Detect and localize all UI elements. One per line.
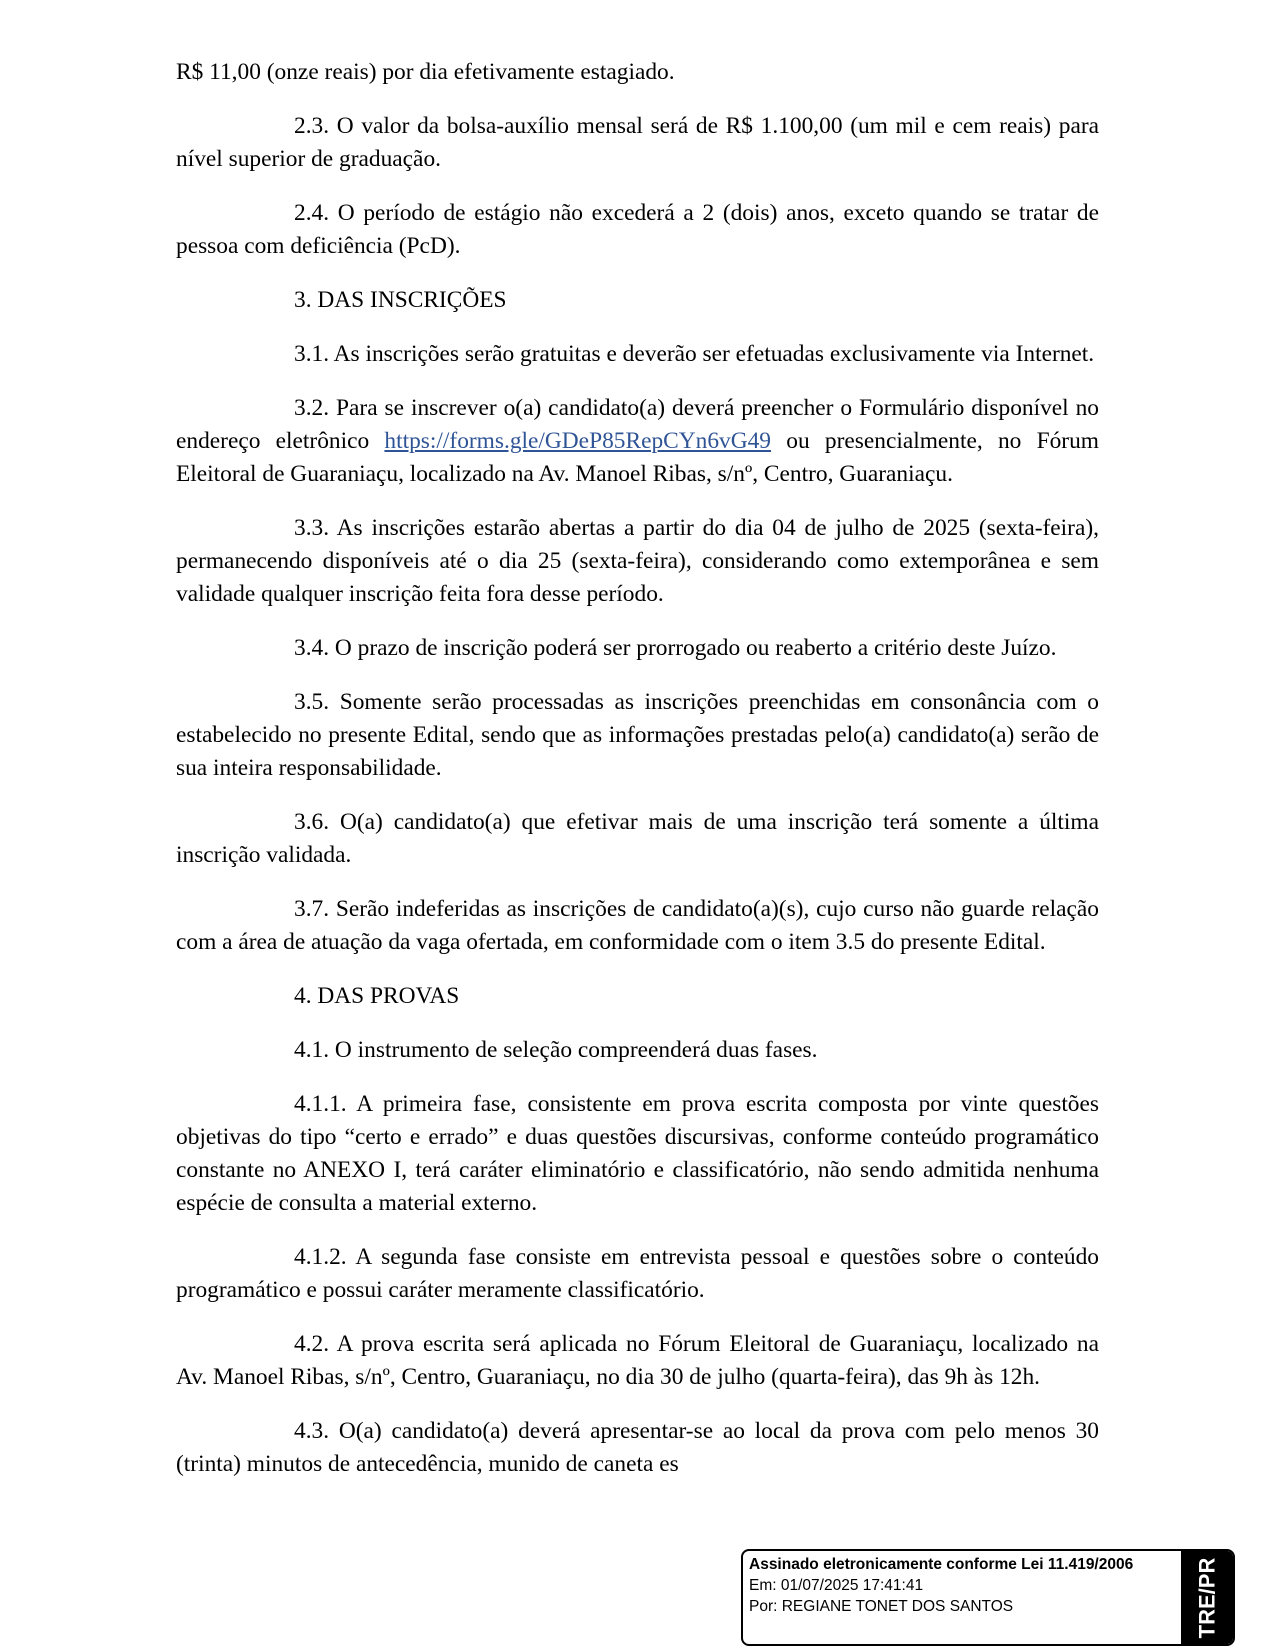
paragraph-3-2-text-after: ou presencialmente, no Fórum Eleitoral de Guaraniaçu, localizado na Av. Manoel Ribas, s/nº, Centro, Guaraniaçu.	[176, 428, 1099, 487]
paragraph-4-3: 4.3. O(a) candidato(a) deverá apresentar-se ao local da prova com pelo menos 30 (trinta) minutos de antecedência, munido de caneta es	[176, 1418, 1099, 1477]
paragraph-4-1-2: 4.1.2. A segunda fase consiste em entrevista pessoal e questões sobre o conteúdo programático e possui caráter meramente classificatório.	[176, 1244, 1099, 1303]
stamp-date-line: Em: 01/07/2025 17:41:41	[749, 1577, 924, 1594]
stamp-court-tag	[1181, 1551, 1233, 1644]
paragraph-3-4: 3.4. O prazo de inscrição poderá ser prorrogado ou reaberto a critério deste Juízo.	[294, 635, 1057, 661]
paragraph-2-3: 2.3. O valor da bolsa-auxílio mensal será de R$ 1.100,00 (um mil e cem reais) para nível superior de graduação.	[176, 113, 1099, 172]
paragraph-3-1: 3.1. As inscrições serão gratuitas e deverão ser efetuadas exclusivamente via Internet.	[294, 341, 1095, 367]
paragraph-4-2: 4.2. A prova escrita será aplicada no Fórum Eleitoral de Guaraniaçu, localizado na Av. Manoel Ribas, s/nº, Centro, Guaraniaçu, no dia 30 de julho (quarta-feira), das 9h às 12h.	[176, 1331, 1099, 1390]
paragraph-4-1-1: 4.1.1. A primeira fase, consistente em prova escrita composta por vinte questões objetivas do tipo “certo e errado” e duas questões discursivas, conforme conteúdo programático constante no ANEXO I, terá caráter eliminatório e classificatório, não sendo admitida nenhuma espécie de consulta a material externo.	[176, 1091, 1099, 1216]
stamp-signer-line: Por: REGIANE TONET DOS SANTOS	[749, 1598, 1014, 1615]
section-3-heading: 3. DAS INSCRIÇÕES	[294, 287, 507, 313]
document-page	[176, 56, 1099, 1502]
stamp-law-line: Assinado eletronicamente conforme Lei 11.419/2006	[749, 1556, 1134, 1573]
paragraph-4-1: 4.1. O instrumento de seleção compreenderá duas fases.	[294, 1037, 818, 1063]
paragraph-3-2-text-before: 3.2. Para se inscrever o(a) candidato(a) deverá preencher o Formulário disponível no endereço eletrônico	[176, 395, 1099, 454]
paragraph-3-6: 3.6. O(a) candidato(a) que efetivar mais de uma inscrição terá somente a última inscrição validada.	[176, 809, 1099, 868]
paragraph-2-4: 2.4. O período de estágio não excederá a 2 (dois) anos, exceto quando se tratar de pessoa com deficiência (PcD).	[176, 200, 1099, 259]
stamp-text	[749, 1554, 1177, 1617]
form-link[interactable]: https://forms.gle/GDeP85RepCYn6vG49	[384, 428, 772, 454]
section-4-heading: 4. DAS PROVAS	[294, 983, 460, 1009]
stamp-tag-label: TRE/PR	[1194, 1557, 1219, 1638]
paragraph-3-2	[176, 392, 1099, 491]
paragraph-3-7: 3.7. Serão indeferidas as inscrições de candidato(a)(s), cujo curso não guarde relação com a área de atuação da vaga ofertada, em conformidade com o item 3.5 do presente Edital.	[176, 896, 1099, 955]
paragraph-3-5: 3.5. Somente serão processadas as inscrições preenchidas em consonância com o estabelecido no presente Edital, sendo que as informações prestadas pelo(a) candidato(a) serão de sua inteira responsabilidade.	[176, 689, 1099, 781]
paragraph-continuation: R$ 11,00 (onze reais) por dia efetivamente estagiado.	[176, 59, 675, 85]
electronic-signature-stamp	[741, 1549, 1235, 1646]
paragraph-3-3: 3.3. As inscrições estarão abertas a partir do dia 04 de julho de 2025 (sexta-feira), permanecendo disponíveis até o dia 25 (sexta-feira), considerando como extemporânea e sem validade qualquer inscrição feita fora desse período.	[176, 515, 1099, 607]
